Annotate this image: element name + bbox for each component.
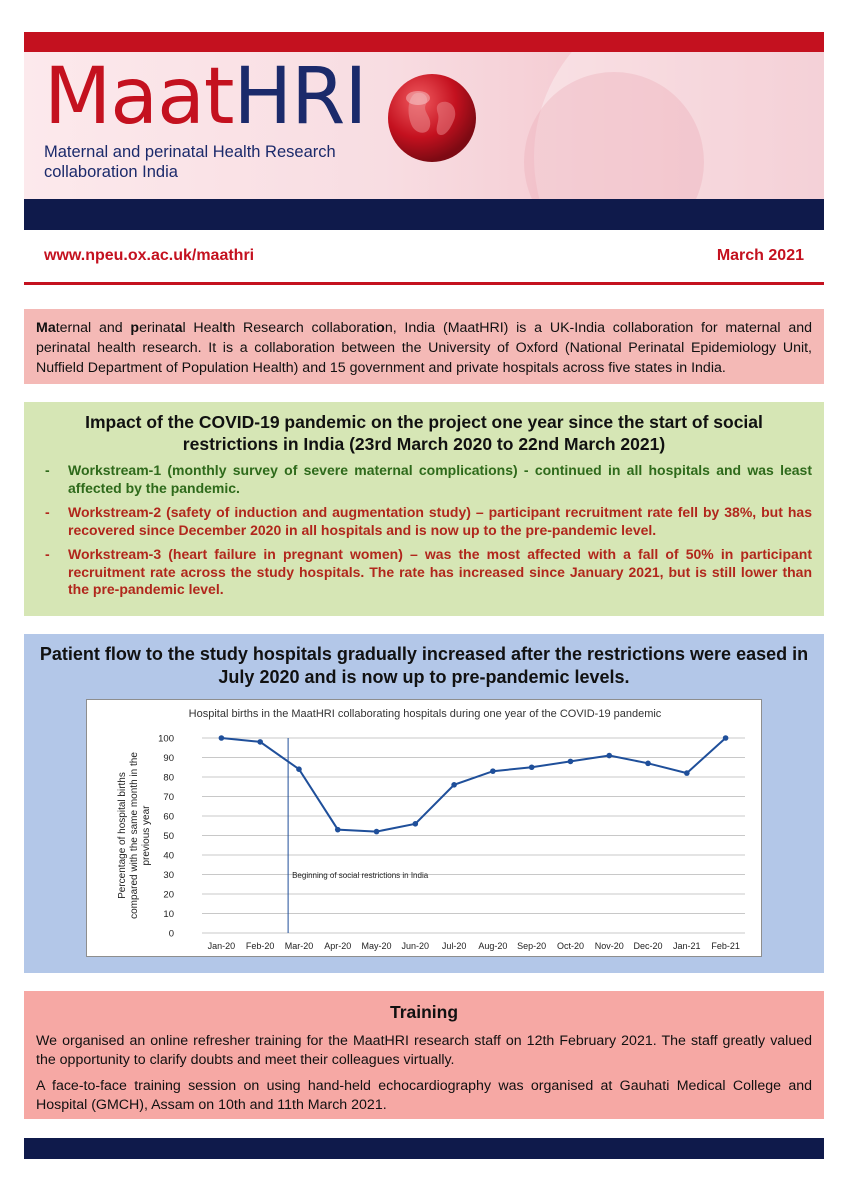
annotation-label: Beginning of social restrictions in India [292,871,429,880]
impact-list [36,462,812,599]
chart-title: Hospital births in the MaatHRI collaborating hospitals during one year of the COVID-19 pandemic [188,708,662,720]
list-item: - Workstream-1 (monthly survey of severe maternal complications) - continued in all hospitals and was least affected by the pandemic. [45,462,812,496]
training-box [24,991,824,1119]
series-line [221,738,725,832]
y-tick-label: 90 [163,753,174,764]
x-tick-label: Jul-20 [441,941,467,951]
data-point [684,770,690,776]
x-tick-label: Feb-21 [711,941,740,951]
x-tick-label: Mar-20 [284,941,314,951]
x-tick-label: Aug-20 [478,941,508,951]
subtitle [44,142,336,182]
divider [24,282,824,285]
chart [86,699,762,957]
navy-bar [24,199,824,230]
x-tick-label: Oct-20 [556,941,584,951]
logo-hri: HRI [233,52,367,142]
subtitle-line: Maternal and perinatal Health Research [44,143,336,161]
globe-icon [386,72,478,164]
x-tick-label: Apr-20 [324,941,352,951]
x-tick-label: Sep-20 [517,941,547,951]
x-tick-label: Dec-20 [633,941,663,951]
y-tick-label: 100 [158,733,174,745]
y-tick-label: 50 [163,831,174,842]
impact-box [24,402,824,616]
y-tick-label: 30 [163,870,174,881]
header-banner [24,52,824,199]
data-point [219,735,225,741]
x-tick-label: Jun-20 [401,941,430,951]
chart-svg [87,700,763,958]
x-tick-label: Feb-20 [245,941,275,951]
logo [44,52,367,142]
y-tick-label: 40 [163,850,174,862]
y-tick-label: 70 [163,792,174,803]
list-item: - Workstream-2 (safety of induction and augmentation study) – participant recruitment rate fell by 38%, but has recovered since December 2020 in all hospitals and is now up to the pre-pandemic level. [45,504,812,538]
x-tick-label: May-20 [361,941,392,951]
data-point [296,766,302,772]
data-point [645,761,651,767]
list-item: - Workstream-3 (heart failure in pregnant women) – was the most affected with a fall of 50% in participant recruitment rate across the study hospitals. The rate has increased since January 2021, but is still lower than the pre-pandemic level. [45,546,812,597]
data-point [335,827,341,833]
intro-box [24,309,824,384]
issue-date: March 2021 [716,247,804,264]
data-point [451,782,457,788]
x-tick-label: Nov-20 [594,941,624,951]
data-point [606,753,612,759]
data-point [374,829,380,835]
x-tick-label: Jan-21 [673,941,701,951]
data-point [257,739,263,745]
y-tick-label: 0 [168,928,174,940]
y-tick-label: 80 [163,772,174,784]
y-axis-label: Percentage of hospital birthscompared with the same month in theprevious year [117,752,152,919]
data-point [568,759,574,765]
data-point [723,735,729,741]
data-point [413,821,419,827]
patient-flow-title: Patient flow to the study hospitals gradually increased after the restrictions were eased in July 2020 and is now up to pre-pandemic levels. [39,644,809,687]
y-tick-label: 10 [163,909,174,920]
website-link[interactable]: www.npeu.ox.ac.uk/maathri [44,247,255,264]
y-tick-label: 60 [163,811,174,823]
bottom-navy-bar [24,1138,824,1159]
y-tick-label: 20 [163,889,174,901]
intro-text: Maternal and perinatal Health Research collaboration, India (MaatHRI) is a UK-India collaboration for maternal and perinatal health research. It is a collaboration between the University of Oxford (National Perinatal Epidemiology Unit, Nuffield Department of Population Health) and 15 government and private hospitals across five states in India. [36,320,812,376]
training-paragraph: We organised an online refresher training for the MaatHRI research staff on 12th February 2021. The staff greatly valued the opportunity to clarify doubts and meet their colleagues virtually. [36,1033,812,1068]
data-point [529,764,535,770]
training-paragraph: A face-to-face training session on using hand-held echocardiography was organised at Gauhati Medical College and Hospital (GMCH), Assam on 10th and 11th March 2021. [36,1078,812,1113]
impact-title: Impact of the COVID-19 pandemic on the project one year since the start of social restrictions in India (23rd March 2020 to 22nd March 2021) [85,412,763,454]
logo-maat: Maat [44,52,234,142]
patient-flow-box [24,634,824,973]
subtitle-line: collaboration India [44,163,178,181]
x-tick-label: Jan-20 [207,941,236,951]
training-title: Training [389,1002,459,1022]
top-red-bar [24,32,824,52]
data-point [490,768,496,774]
